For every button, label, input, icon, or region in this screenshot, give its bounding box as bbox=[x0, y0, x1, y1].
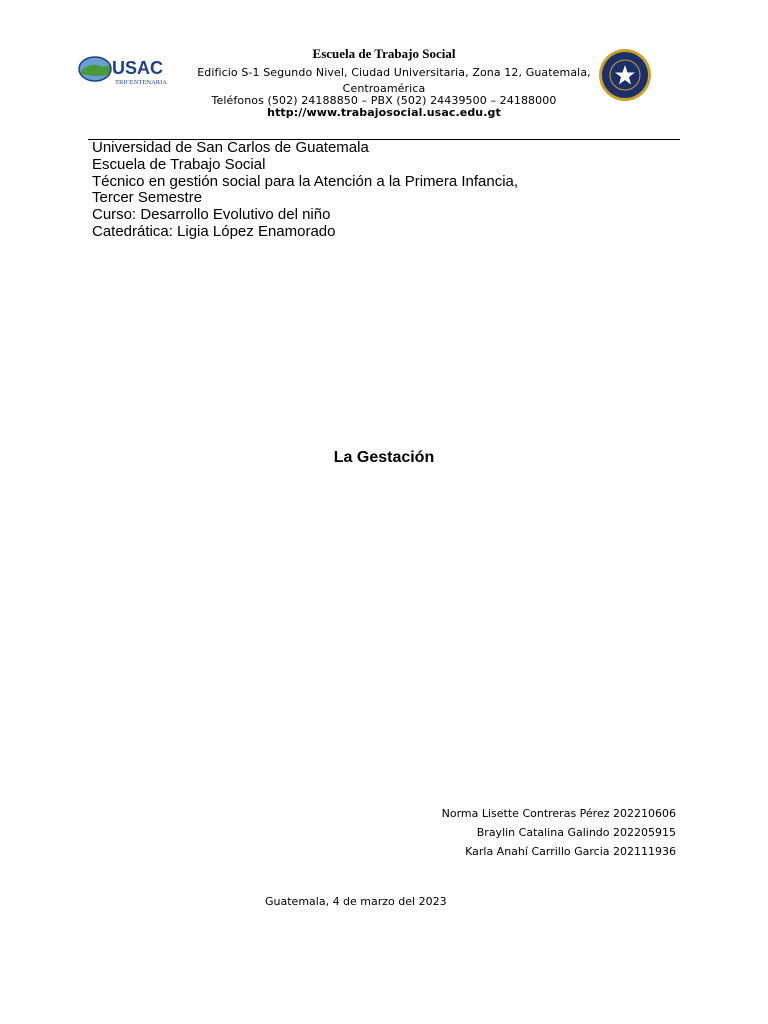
program-line-1: Técnico en gestión social para la Atención a la Primera Infancia, bbox=[92, 173, 519, 190]
student-item: Norma Lisette Contreras Pérez 202210606 bbox=[441, 807, 676, 820]
trabajo-social-seal-icon bbox=[598, 48, 652, 102]
document-title: La Gestación bbox=[333, 449, 435, 466]
university-name: Universidad de San Carlos de Guatemala bbox=[92, 139, 369, 156]
student-list bbox=[442, 804, 676, 861]
letterhead-region: Centroamérica bbox=[342, 82, 426, 95]
course-name: Curso: Desarrollo Evolutivo del niño bbox=[92, 206, 331, 223]
school-name: Escuela de Trabajo Social bbox=[92, 156, 266, 173]
letterhead-school-name: Escuela de Trabajo Social bbox=[312, 46, 456, 61]
student-item: Karla Anahí Carrillo Garcia 202111936 bbox=[465, 845, 676, 858]
institution-block bbox=[92, 139, 692, 240]
letterhead-phones: Teléfonos (502) 24188850 – PBX (502) 24439500 – 24188000 bbox=[211, 94, 557, 107]
svg-text:TRICENTENARIA: TRICENTENARIA bbox=[115, 79, 167, 86]
letterhead-website: http://www.trabajosocial.usac.edu.gt bbox=[267, 106, 501, 119]
letterhead-address: Edificio S-1 Segundo Nivel, Ciudad Universitaria, Zona 12, Guatemala, bbox=[197, 66, 591, 79]
document-date: Guatemala, 4 de marzo del 2023 bbox=[265, 895, 447, 908]
program-line-2: Tercer Semestre bbox=[92, 189, 203, 206]
student-item: Braylin Catalina Galindo 202205915 bbox=[476, 826, 676, 839]
professor-name: Catedrática: Ligia López Enamorado bbox=[92, 223, 336, 240]
svg-text:USAC: USAC bbox=[112, 58, 164, 78]
